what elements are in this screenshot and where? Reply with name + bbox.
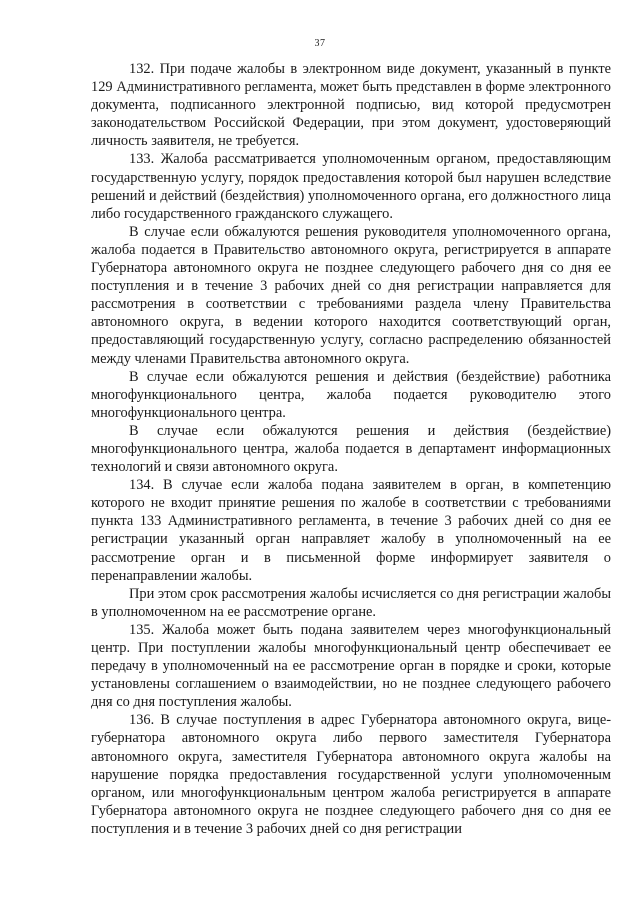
- paragraph-133-mfc: В случае если обжалуются решения и действия (бездействие) многофункционального центра, жалоба подается в департамент информационных технологий и связи автономного округа.: [91, 422, 611, 476]
- document-body: [91, 60, 611, 838]
- paragraph-135: 135. Жалоба может быть подана заявителем через многофункциональный центр. При поступлении жалобы многофункциональный центр обеспечивает ее передачу в уполномоченный на ее рассмотрение орган в порядке и сроки, которые установлены соглашением о взаимодействии, но не позднее следующего рабочего дня со дня поступления жалобы.: [91, 621, 611, 711]
- paragraph-134-term: При этом срок рассмотрения жалобы исчисляется со дня регистрации жалобы в уполномоченном на ее рассмотрение органе.: [91, 585, 611, 620]
- paragraph-136: 136. В случае поступления в адрес Губернатора автономного округа, вице-губернатора автономного округа либо первого заместителя Губернатора автономного округа, заместителя Губернатора автономного округа жалобы на нарушение порядка предоставления государственной услуги уполномоченным органом, или многофункциональным центром жалоба регистрируется в аппарате Губернатора автономного округа не позднее следующего рабочего дня со дня ее поступления и в течение 3 рабочих дней со дня регистрации: [91, 712, 611, 837]
- paragraph-133: 133. Жалоба рассматривается уполномоченным органом, предоставляющим государственную услугу, порядок предоставления которой был нарушен вследствие решений и действий (бездействия) уполномоченного органа, его должностного лица либо государственного гражданского служащего.: [91, 151, 611, 222]
- paragraph-133-head-appeal: В случае если обжалуются решения руководителя уполномоченного органа, жалоба подается в Правительство автономного округа, регистрируется в аппарате Губернатора автономного округа не позднее следующего рабочего дня со дня ее поступления и в течение 3 рабочих дней со дня регистрации направляется для рассмотрения в соответствии с требованиями раздела члену Правительства автономного округа, в ведении которого находится соответствующий орган, предоставляющий государственную услугу, согласно распределению обязанностей между членами Правительства автономного округа.: [91, 223, 611, 367]
- page-number: 37: [314, 38, 326, 49]
- paragraph-134: 134. В случае если жалоба подана заявителем в орган, в компетенцию которого не входит принятие решения по жалобе в соответствии с требованиями пункта 133 Административного регламента, в течение 3 рабочих дней со дня ее регистрации указанный орган направляет жалобу в уполномоченный на ее рассмотрение орган и в письменной форме информирует заявителя о перенаправлении жалобы.: [91, 477, 611, 584]
- paragraph-132: 132. При подаче жалобы в электронном виде документ, указанный в пункте 129 Административного регламента, может быть представлен в форме электронного документа, подписанного электронной подписью, вид которой предусмотрен законодательством Российской Федерации, при этом документ, удостоверяющий личность заявителя, не требуется.: [91, 61, 611, 150]
- paragraph-133-mfc-worker: В случае если обжалуются решения и действия (бездействие) работника многофункционального центра, жалоба подается руководителю этого многофункционального центра.: [91, 368, 611, 421]
